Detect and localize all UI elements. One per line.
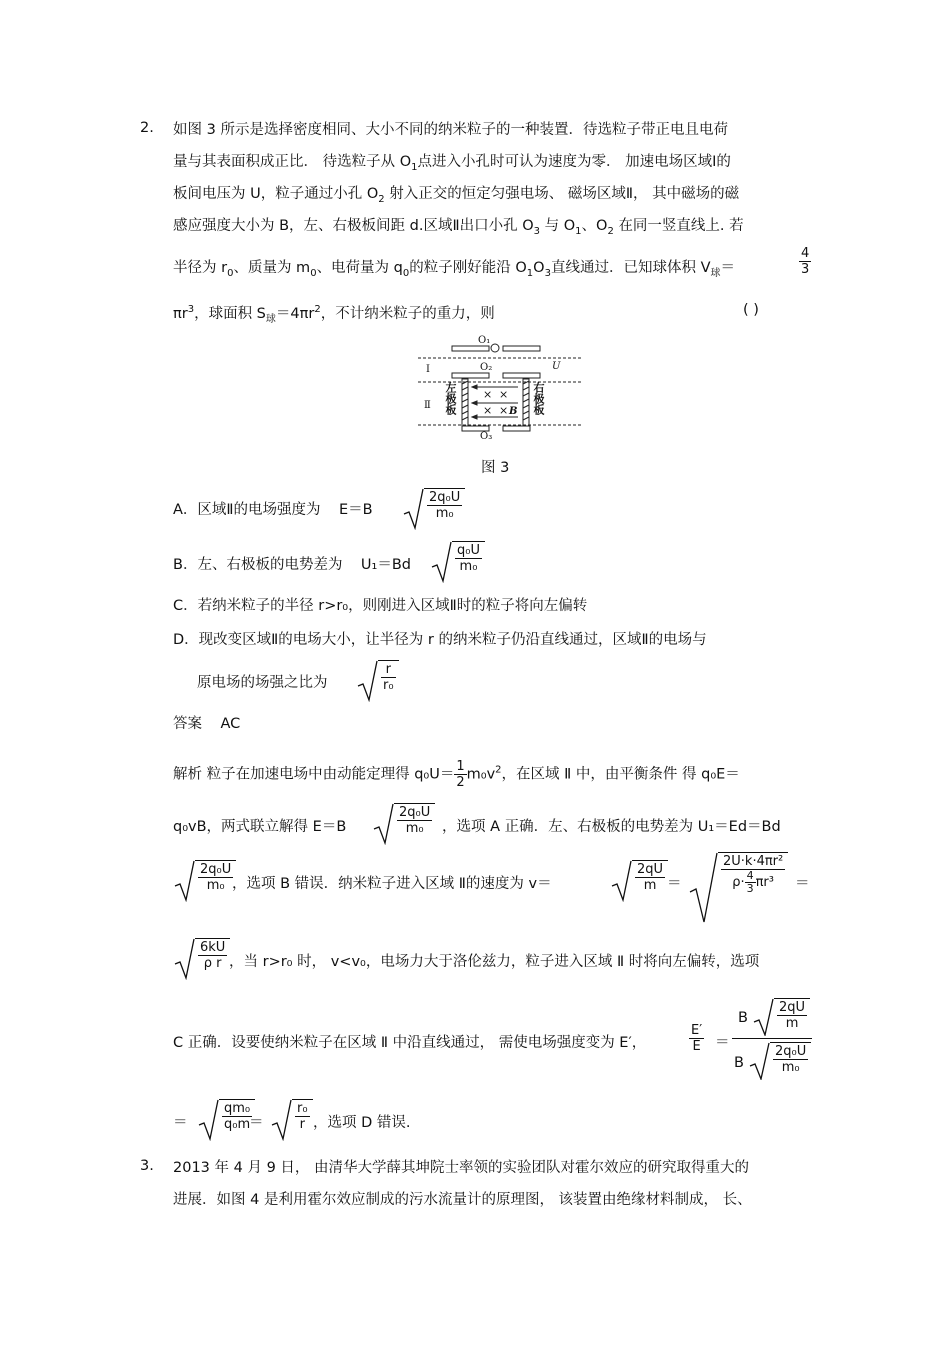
cross-mark: ×	[483, 404, 493, 417]
label-region-1: Ⅰ	[426, 364, 430, 375]
cross-mark: ×	[483, 388, 493, 401]
question-text-line: 进展．如图 4 是利用霍尔效应制成的污水流量计的原理图， 该装置由绝缘材料制成， 长、	[173, 1192, 752, 1208]
cross-mark: ×	[499, 404, 509, 417]
question-number: 2.	[140, 120, 154, 136]
sqrt-expression: 2U·k·4πr² ρ· $\frac{4}{3}$ πr³	[688, 852, 788, 895]
compound-fraction: B $\frac{2qU}{m}$ B $\frac{\text{2q₀U}}{\text{m₀}}$	[732, 996, 812, 1083]
figure-caption: 图 3	[481, 460, 510, 476]
equals-sign: ＝	[667, 876, 682, 892]
volume-fraction: $\frac{4}{3}$	[801, 246, 810, 277]
question-text-line: 板间电压为 U，粒子通过小孔 $O_2$ 射入正交的恒定匀强电场、 磁场区域Ⅱ， 其中磁场的磁	[173, 186, 740, 205]
question-text-line: $\pi r^3$，球面积 $S_球=4\pi r^2$，不计纳米粒子的重力，则	[173, 304, 495, 325]
question-text-line: 感应强度大小为 B，左、右极板间距 d.区域Ⅱ出口小孔 $O_3$ 与 $O_1$、$O_2$ 在同一竖直线上. 若	[173, 218, 744, 237]
sqrt-expression: $\frac{\text{2q₀U}}{\text{m₀}}$	[372, 803, 435, 836]
answer-parentheses: ( )	[743, 302, 759, 318]
analysis-line: ，当 r>r₀ 时， v<v₀，电场力大于洛伦兹力，粒子进入区域 Ⅱ 时将向左偏转，选项	[229, 954, 760, 970]
label-u: U	[552, 361, 561, 372]
analysis-line: 解析 粒子在加速电场中由动能定理得 q₀U＝ $\frac{1}{2}$ $m_0v^2$，在区域 Ⅱ 中，由平衡条件 得 q₀E＝	[173, 759, 740, 790]
sqrt-expression: $\frac{\text{q₀U}}{\text{m₀}}$	[430, 541, 485, 574]
question-text-line: 量与其表面积成正比． 待选粒子从 $O_1$点进入小孔时可认为速度为零． 加速电场区域Ⅰ的	[173, 154, 731, 173]
answer-line: 答案 AC	[173, 716, 241, 732]
sqrt-expression: $\frac{\text{2q₀U}}{\text{m₀}}$	[402, 488, 465, 521]
ratio-fraction: $\frac{E'}{E}$	[691, 1023, 703, 1054]
answer-value: AC	[220, 716, 241, 732]
option-a: A．区域Ⅱ的电场强度为 E＝B	[173, 502, 373, 518]
right-plate-label: 右极板	[532, 382, 545, 415]
question-text-line: 2013 年 4 月 9 日， 由清华大学薛其坤院士率领的实验团队对霍尔效应的研究取得重大的	[173, 1160, 750, 1176]
question-text-line: 如图 3 所示是选择密度相同、大小不同的纳米粒子的一种装置．待选粒子带正电且电荷	[173, 122, 728, 138]
equals-sign: ＝	[715, 1035, 730, 1051]
label-b: B	[509, 406, 518, 417]
analysis-line: ，选项 A 正确．左、右极板的电势差为 U₁＝Ed＝Bd	[442, 819, 781, 835]
analysis-line: C 正确．设要使纳米粒子在区域 Ⅱ 中沿直线通过， 需使电场强度变为 E′，	[173, 1035, 647, 1051]
analysis-line: ，选项 B 错误．纳米粒子进入区域 Ⅱ的速度为 v＝	[232, 876, 552, 892]
label-o3: O₃	[480, 431, 493, 442]
question-text-line: 半径为 $r_0$、质量为 $m_0$、电荷量为 $q_0$的粒子刚好能沿 $O_1O_3$直线通过．已知球体积 $V_球=$	[173, 260, 735, 279]
option-b: B．左、右极板的电势差为 U₁＝Bd	[173, 557, 411, 573]
option-d: D．现改变区域Ⅱ的电场大小，让半径为 r 的纳米粒子仍沿直线通过，区域Ⅱ的电场与	[173, 632, 707, 648]
option-c: C．若纳米粒子的半径 r>r₀，则刚进入区域Ⅱ时的粒子将向左偏转	[173, 598, 588, 614]
cross-mark: ×	[499, 388, 509, 401]
left-plate-label: 左极板	[444, 382, 457, 415]
sqrt-expression: $\frac{\text{r₀}}{r}$	[270, 1099, 313, 1132]
equals-sign: ＝	[795, 876, 810, 892]
sqrt-expression: $\frac{6kU}{\text{ρ r}}$	[173, 938, 230, 971]
label-o2: O₂	[480, 362, 493, 373]
question-number: 3.	[140, 1158, 154, 1174]
sqrt-expression: $\frac{2qU}{m}$	[610, 860, 668, 893]
equals-sign: ＝	[249, 1115, 264, 1131]
option-d-continued: 原电场的场强之比为	[197, 675, 328, 691]
sqrt-expression: $\frac{\text{qm₀}}{\text{q₀m}}$	[197, 1099, 255, 1132]
analysis-line: ，选项 D 错误.	[313, 1115, 411, 1131]
label-o1: O₁	[478, 335, 491, 346]
label-region-2: Ⅱ	[424, 400, 431, 411]
analysis-line: q₀vB，两式联立解得 E＝B	[173, 819, 347, 835]
sqrt-expression: $\frac{\text{2q₀U}}{\text{m₀}}$	[173, 860, 236, 893]
equals-sign: ＝	[173, 1115, 188, 1131]
sqrt-expression: $\frac{r}{\text{r₀}}$	[356, 660, 399, 693]
figure-3-diagram	[410, 332, 590, 444]
